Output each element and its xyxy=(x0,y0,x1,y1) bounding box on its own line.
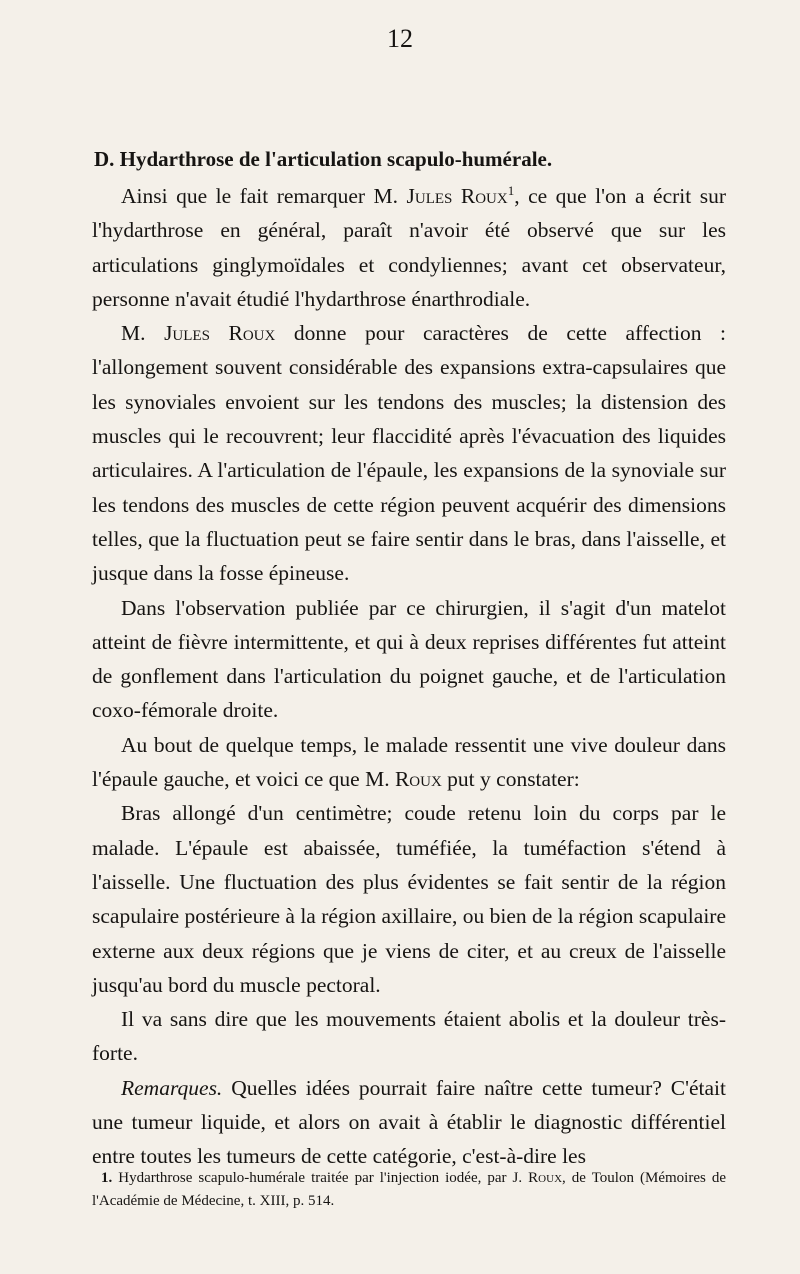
paragraph-2-text-a: M. xyxy=(121,321,165,346)
paragraph-1-text-a: Ainsi que le fait remarquer M. xyxy=(121,184,407,208)
paragraph-2 xyxy=(92,316,726,590)
footnote-text-b: , de Toulon (Mémoires de l'Académie de Médecine, t. XIII, p. 514. xyxy=(92,1170,726,1209)
section-heading: D. Hydarthrose de l'articulation scapulo-humérale. xyxy=(94,147,553,171)
footnote-number: 1. xyxy=(101,1170,113,1186)
remarks-label: Remarques. xyxy=(121,1075,223,1100)
paragraph-4-text-b: put y constater: xyxy=(441,767,580,792)
author-name: Jules Roux xyxy=(164,321,276,346)
paragraph-4-text-a: Au bout de quelque temps, le malade ressentit une vive douleur dans l'épaule gauche, et voici ce que M. xyxy=(92,732,726,792)
footnote-author: Roux xyxy=(528,1170,563,1186)
body-text xyxy=(92,179,726,1174)
paragraph-7 xyxy=(92,1071,726,1174)
author-name: Jules Roux xyxy=(406,184,508,208)
paragraph-5: Bras allongé d'un centimètre; coude retenu loin du corps par le malade. L'épaule est abaissée, tuméfiée, la tuméfaction s'étend à l'aisselle. Une fluctuation des plus évidentes se fait sentir de la région scapulaire postérieure à la région axillaire, ou bien de la région scapulaire externe aux deux régions que je viens de citer, et au creux de l'aisselle jusqu'au bord du muscle pectoral. xyxy=(92,801,726,997)
author-name: Roux xyxy=(394,767,442,792)
footnote-reference[interactable]: 1 xyxy=(507,182,515,198)
footnote-text-a: Hydarthrose scapulo-humérale traitée par l'injection iodée, par J. xyxy=(112,1170,529,1186)
paragraph-7-text: Quelles idées pourrait faire naître cette tumeur? C'était une tumeur liquide, et alors on avait à établir le diagnostic différentiel entre toutes les tumeurs de cette catégorie, c'est-à-dire les xyxy=(92,1075,726,1169)
paragraph-1 xyxy=(92,179,726,316)
footnote xyxy=(92,1167,726,1213)
paragraph-4 xyxy=(92,728,726,797)
paragraph-2-text-b: donne pour caractères de cette affection : l'allongement souvent considérable des expansions extra-capsulaires que les synoviales envoient sur les tendons des muscles; la distension des muscles qui le recouvrent; leur flaccidité après l'évacuation des liquides articulaires. A l'articulation de l'épaule, les expansions de la synoviale sur les tendons des muscles de cette région peuvent acquérir des dimensions telles, que la fluctuation peut se faire sentir dans le bras, dans l'aisselle, et jusque dans la fosse épineuse. xyxy=(92,321,726,586)
paragraph-6: Il va sans dire que les mouvements étaient abolis et la douleur très-forte. xyxy=(92,1007,726,1066)
footnote-text xyxy=(92,1167,726,1213)
page-number: 12 xyxy=(387,24,413,53)
paragraph-3: Dans l'observation publiée par ce chirurgien, il s'agit d'un matelot atteint de fièvre intermittente, et qui à deux reprises différentes fut atteint de gonflement dans l'articulation du poignet gauche, et de l'articulation coxo-fémorale droite. xyxy=(92,595,726,723)
paragraph-1-text-b: , ce que l'on a écrit sur l'hydarthrose en général, paraît n'avoir été observé que sur les articulations ginglymoïdales et condyliennes; avant cet observateur, personne n'avait étudié l'hydarthrose énarthrodiale. xyxy=(92,184,726,311)
